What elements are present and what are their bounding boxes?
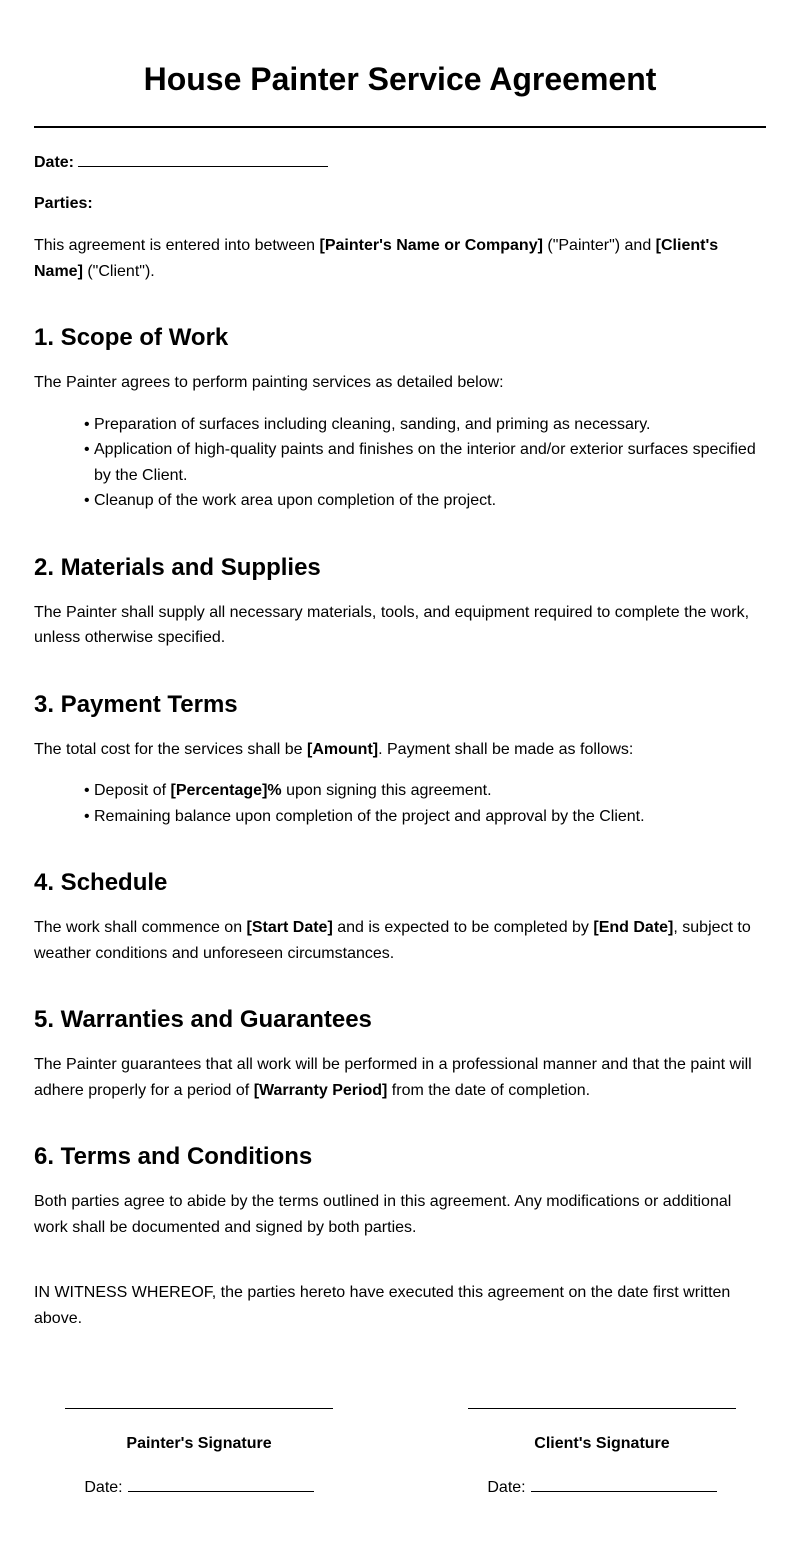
list-item-text: Deposit of — [94, 782, 171, 799]
terms-paragraph: Both parties agree to abide by the terms outlined in this agreement. Any modifications or additional work shall be documented and signed by both parties. — [34, 1193, 732, 1236]
section-heading-materials: 2. Materials and Supplies — [34, 553, 321, 581]
scope-list — [34, 412, 766, 514]
client-date-label: Date: — [487, 1479, 526, 1496]
payment-list — [34, 778, 766, 829]
signature-block — [0, 1408, 800, 1508]
scope-paragraph: The Painter agrees to perform painting services as detailed below: — [34, 374, 504, 391]
title-divider — [34, 126, 766, 128]
section-heading-warranties: 5. Warranties and Guarantees — [34, 1006, 372, 1033]
bullet-icon: • — [84, 807, 90, 825]
painter-signature-line — [65, 1408, 333, 1409]
list-item-text: Cleanup of the work area upon completion of the project. — [94, 492, 497, 509]
parties-label: Parties: — [34, 195, 93, 212]
section-heading-payment: 3. Payment Terms — [34, 690, 238, 718]
page-title: House Painter Service Agreement — [143, 61, 657, 97]
client-signature — [468, 1408, 736, 1498]
agreement-date-row — [34, 150, 766, 175]
schedule-text: , subject to weather conditions and unforeseen circumstances. — [34, 919, 751, 962]
painter-date-label: Date: — [84, 1479, 123, 1496]
list-item-text: Preparation of surfaces including cleaning, sanding, and priming as necessary. — [94, 415, 651, 433]
intro-paragraph — [34, 233, 766, 284]
painter-date-row — [65, 1475, 333, 1498]
client-name-placeholder: [Client's Name] — [34, 237, 719, 280]
schedule-text: The work shall commence on — [34, 919, 247, 936]
intro-text: ("Client"). — [82, 262, 155, 280]
payment-paragraph — [34, 737, 766, 763]
bullet-icon: • — [84, 415, 90, 433]
warranty-period-placeholder: [Warranty Period] — [253, 1081, 388, 1099]
witness-paragraph: IN WITNESS WHEREOF, the parties hereto have executed this agreement on the date first written above. — [34, 1284, 731, 1327]
intro-text: ("Painter") and — [542, 237, 656, 254]
painter-signature — [65, 1408, 333, 1498]
warranty-text: The Painter guarantees that all work will be performed in a professional manner and that the paint will adhere properly for a period of — [34, 1056, 752, 1099]
percentage-placeholder: [Percentage]% — [170, 782, 282, 799]
list-item — [84, 804, 766, 830]
client-signature-line — [468, 1408, 736, 1409]
list-item — [84, 778, 766, 804]
section-heading-scope: 1. Scope of Work — [34, 324, 229, 351]
bullet-icon: • — [84, 492, 90, 509]
client-date-row — [468, 1475, 736, 1498]
materials-paragraph: The Painter shall supply all necessary materials, tools, and equipment required to complete the work, unless otherwise specified. — [34, 603, 750, 646]
list-item-text: Remaining balance upon completion of the project and approval by the Client. — [94, 807, 645, 825]
date-label: Date: — [34, 154, 75, 171]
payment-text: . Payment shall be made as follows: — [378, 740, 634, 758]
warranty-text: from the date of completion. — [387, 1081, 591, 1099]
list-item — [84, 437, 766, 488]
schedule-paragraph — [34, 915, 766, 966]
client-signature-label: Client's Signature — [534, 1435, 670, 1452]
amount-placeholder: [Amount] — [307, 740, 379, 758]
section-heading-schedule: 4. Schedule — [34, 869, 168, 896]
list-item-text: upon signing this agreement. — [281, 782, 492, 799]
start-date-placeholder: [Start Date] — [246, 919, 333, 936]
end-date-placeholder: [End Date] — [593, 919, 674, 936]
intro-text: This agreement is entered into between — [34, 237, 320, 254]
date-blank-line — [78, 150, 328, 167]
payment-text: The total cost for the services shall be — [34, 740, 308, 758]
list-item — [84, 412, 766, 438]
painter-signature-label: Painter's Signature — [126, 1435, 272, 1452]
bullet-icon: • — [84, 782, 90, 799]
bullet-icon: • — [84, 441, 90, 458]
schedule-text: and is expected to be completed by — [332, 919, 594, 936]
painter-name-placeholder: [Painter's Name or Company] — [319, 237, 543, 254]
list-item-text: Application of high-quality paints and finishes on the interior and/or exterior surfaces specified by the Client. — [94, 441, 756, 484]
painter-date-blank-line — [128, 1475, 314, 1492]
warranties-paragraph — [34, 1052, 766, 1103]
section-heading-terms: 6. Terms and Conditions — [34, 1143, 313, 1170]
list-item — [84, 488, 766, 514]
client-date-blank-line — [531, 1475, 717, 1492]
